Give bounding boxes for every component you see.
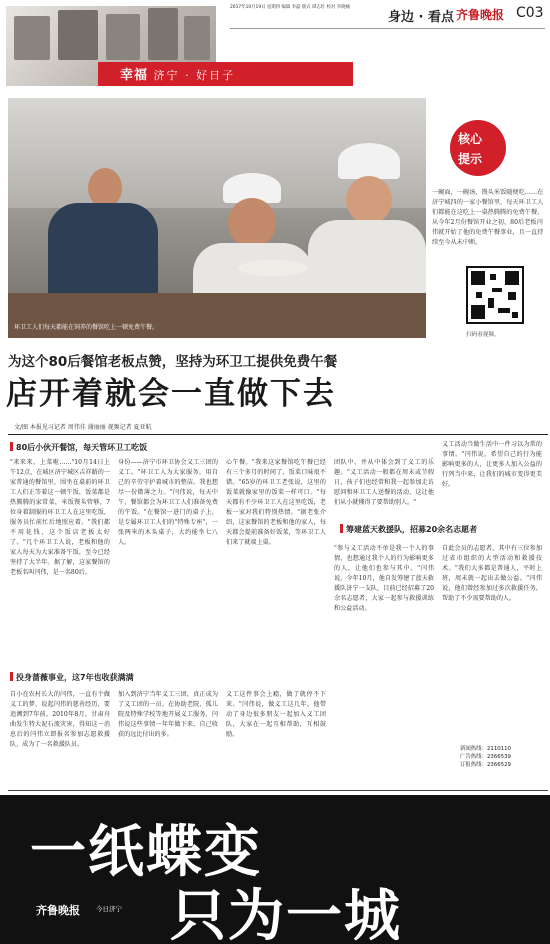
article-column-10: 自此会员的志愿者，其中有三位参加过省市组织的大型活动和救援技术。"我们大多都是普通人，平时上班，周末就一起出去做公益。"闫伟说，他们曾经参加过多次救援任务，帮助了不少需要帮助的人。 bbox=[442, 545, 542, 602]
ad-slogan-line-2: 只为一城 bbox=[170, 883, 402, 944]
article-column-5: "参与义工活动不单是我一个人的事情，也想通过我个人的行为影响更多的人，让他们也参与其中。"闫伟说，今年10月，他自发筹建了蓝天救援队济宁一支队，目前已经招募了20余名志愿者，大家一起参与救援训练和公益活动。 bbox=[334, 545, 434, 612]
section-heading-1: 80后小伙开餐馆，每天管环卫工吃饭 bbox=[10, 442, 147, 453]
article-column-2: 身份——济宁市环卫协会义工三团的义工。"环卫工人为大家服务，用自己的辛劳守护着城市的整洁。我也想尽一份微薄之力。"闫伟说，每天中午，餐馆都会为环卫工人们准备免费的午饭。"在餐馆一进门的桌子上，是专属环卫工人们的"特殊专座"，一张两米的木头桌子，大约能坐七八人。 bbox=[118, 459, 218, 546]
article-column-9: 义工这件事会上瘾，做了就停不下来。"闫伟说，做义工这几年，他带动了身边很多朋友一起加入义工团队，大家在一起互相帮助，互相鼓励。 bbox=[226, 691, 326, 738]
page-number: C03 bbox=[516, 5, 544, 21]
header-divider bbox=[230, 28, 545, 29]
article-byline: 文/图 本报见习记者 周伟佳 谢丽丽 视频记者 夏亚航 bbox=[14, 424, 152, 431]
article-headline: 店开着就会一直做下去 bbox=[6, 376, 336, 412]
banner-dot: · bbox=[185, 69, 191, 82]
article-column-4: 团队中，并从中体会到了义工的乐趣。"义工活动一般都在周末或节假日，孩子们也经常和我一起参加走访慰问和环卫工人送餐的活动，这让他们从小就懂得了要帮助别人。" bbox=[334, 459, 434, 506]
ad-slogan-line-1: 一纸蝶变 bbox=[30, 819, 262, 885]
highlight-title-line-2: 提示 bbox=[458, 152, 483, 166]
article-column-3: 心午餐。"我来这家餐馆吃午餐已经有三个多月的时间了，饭菜口味很不错。"65岁的环卫工老张说，这里的饭菜就像家里的饭菜一样可口。"每天都有不少环卫工人在这里吃饭，老板一家对我们特别热情。"据老张介绍，这家餐馆的老板和他的家人，每天都会提前准备好饭菜，等环卫工人们来了就端上桌。 bbox=[226, 459, 326, 546]
ad-divider bbox=[8, 790, 548, 791]
news-hotline: 新闻热线：2110110 bbox=[460, 746, 511, 752]
headline-divider bbox=[8, 434, 548, 435]
ad-logo: 齐鲁晚报 bbox=[36, 904, 80, 917]
subscription-hotline: 订报热线：2366529 bbox=[460, 762, 511, 768]
highlight-badge bbox=[450, 120, 506, 176]
article-column-7: 自小在农村长大的闫伟，一直有个做义工的梦，说起闫伟的慈善经历，要追溯到7年前。2010年8月，甘肃舟曲发生特大泥石流灾害，得知这一消息后的闫伟立即报名参加志愿救援队，成为了一名救援队员。 bbox=[10, 691, 110, 748]
section-banner-text bbox=[120, 64, 235, 83]
header-meta: 2017年10月19日 星期四 编辑 李磊 版式 谭志红 校对 李晓楠 bbox=[230, 5, 350, 10]
highlight-text: 一碗面，一碗汤，馒头米饭随便吃……在济宁城四的一家小餐馆里，每天环卫工人们都能在这吃上一桌热腾腾的免费午餐。从今年2月份餐馆开业之初，80后老板闫伟就开始了他的免费午餐事业，且一直持续至今从未中断。 bbox=[432, 189, 544, 246]
photo-caption: 环卫工人们每天都能在饲养的餐馆吃上一顿免费午餐。 bbox=[14, 324, 159, 331]
highlight-title-line-1: 核心 bbox=[458, 132, 483, 146]
newspaper-logo: 齐鲁晚报 bbox=[456, 8, 505, 22]
qr-caption: 扫码看视频。 bbox=[466, 332, 500, 338]
article-subhead: 为这个80后餐馆老板点赞，坚持为环卫工提供免费午餐 bbox=[8, 354, 338, 370]
ad-hotline: 广告热线：2366539 bbox=[460, 754, 511, 760]
section-heading-3: 投身蔷薇事业，这7年也收获满满 bbox=[10, 672, 134, 683]
banner-city: 济宁 bbox=[153, 69, 180, 82]
ad-contact-strip bbox=[460, 745, 548, 795]
article-column-1: "来来来，上菜啦……"10月14日上午12点，在城区济宁城区吉祥路的一家普通的餐馆里，围坐在桌前的环卫工人们正等着这一顿午饭，饭菜都是热腾腾的家常菜，米饭馒头管够，7位身着制服的环卫工人在这里吃饭，服务员忙前忙后地照应着。"我们都不用花钱，这个饭店老板太好了。"几个环卫工人说，老板和他的家人每天为大家准备午饭，至今已经坚持了大半年。据了解，这家餐馆的老板名叫闫伟，是一名80后。 bbox=[10, 459, 110, 576]
ad-logo-sub: 今日济宁 bbox=[96, 905, 122, 913]
section-title: 身边 · 看点 bbox=[388, 10, 454, 25]
article-column-6: 义工活动当做生活中一件习以为常的事情。"闫伟说，希望自己的行为能影响更多的人，让更多人加入公益的行列当中来，让我们的城市变得更美好。 bbox=[442, 441, 542, 488]
banner-strong: 幸福 bbox=[120, 68, 149, 83]
section-heading-2: 筹建蓝天救援队，招募20余名志愿者 bbox=[340, 524, 477, 535]
banner-thin: 好日子 bbox=[196, 69, 236, 82]
qr-code-icon[interactable] bbox=[466, 266, 524, 324]
article-column-8: 加入到济宁当年义工三团，真正成为了义工团的一员。在协助老院、孤儿院及特殊学校等地开展义工服务，闫伟说这些事情一年年做下来，自己收获的远比付出的多。 bbox=[118, 691, 218, 738]
lead-photo bbox=[8, 98, 426, 338]
